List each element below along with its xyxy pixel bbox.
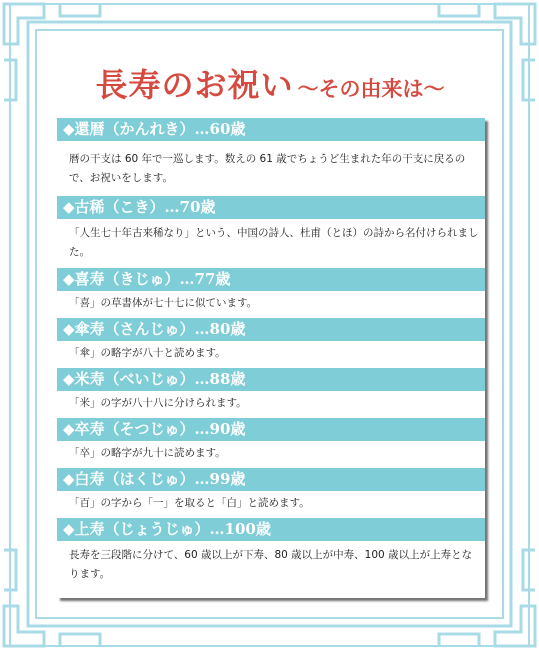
entry-text-kanreki: 暦の干支は 60 年で一巡します。数えの 61 歳でちょうど生まれた年の干支に戻るので、お祝いをします。 [69, 153, 466, 184]
entry-heading-beiju: ◆米寿（べいじゅ）…88歳 [57, 368, 485, 391]
entry-heading-sotsuju: ◆卒寿（そつじゅ）…90歳 [57, 418, 485, 441]
entry-text-koki: 「人生七十年古来稀なり」という、中国の詩人、杜甫（とほ）の詩から名付けられました。 [69, 227, 479, 258]
entry-heading-kanreki: ◆還暦（かんれき）…60歳 [57, 118, 485, 141]
entry-heading-jouju: ◆上寿（じょうじゅ）…100歳 [57, 518, 485, 541]
title-sub: 〜その由来は〜 [297, 76, 445, 101]
entry-text-jouju: 長寿を三段階に分けて、60 歳以上が下寿、80 歳以上が中寿、100 歳以上が上寿となります。 [69, 549, 473, 580]
entry-text-kiju: 「喜」の草書体が七十七に似ています。 [69, 297, 258, 309]
entry-heading-koki: ◆古稀（こき）…70歳 [57, 196, 485, 219]
entry-text-hakuju: 「百」の字から「一」を取ると「白」と読めます。 [69, 497, 310, 509]
page-title [50, 60, 490, 110]
title-main: 長寿のお祝い [95, 66, 294, 104]
entry-text-sanju: 「傘」の略字が八十と読めます。 [69, 347, 226, 359]
entry-text-sotsuju: 「卒」の略字が九十に読めます。 [69, 447, 226, 459]
entry-heading-kiju: ◆喜寿（きじゅ）…77歳 [57, 268, 485, 291]
entry-heading-sanju: ◆傘寿（さんじゅ）…80歳 [57, 318, 485, 341]
entry-heading-hakuju: ◆白寿（はくじゅ）…99歳 [57, 468, 485, 491]
entry-text-beiju: 「米」の字が八十八に分けられます。 [69, 397, 247, 409]
milestone-list [57, 118, 485, 598]
